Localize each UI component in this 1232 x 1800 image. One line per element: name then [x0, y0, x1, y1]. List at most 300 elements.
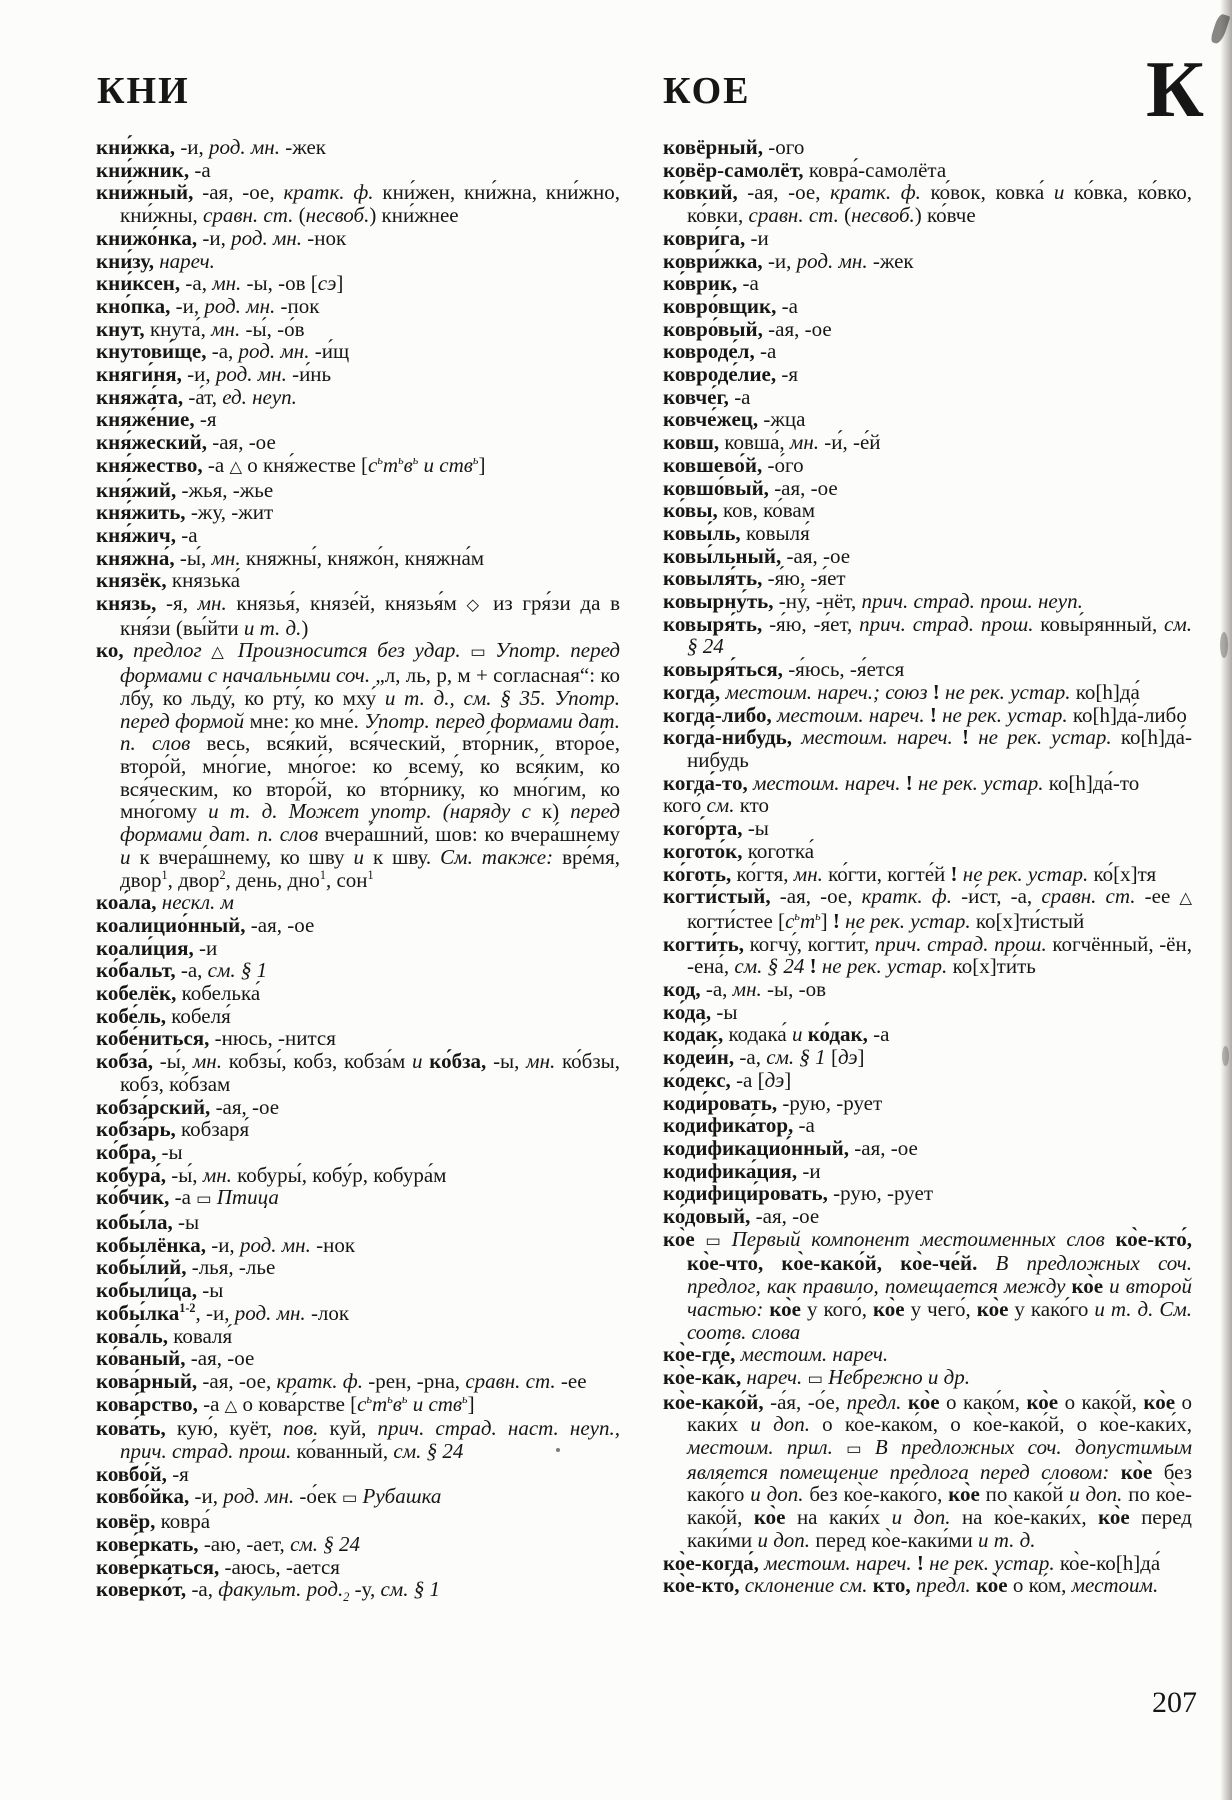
text-segment: ко́бза,: [422, 1049, 487, 1074]
text-segment: кодака́: [723, 1022, 792, 1047]
text-segment: князёк,: [96, 568, 167, 593]
dictionary-entry: [96, 1510, 620, 1533]
text-segment: -ая, -ое: [849, 1135, 918, 1160]
text-segment: кодифика́тор,: [663, 1113, 794, 1138]
text-segment: о кова́рстве [: [242, 1391, 358, 1416]
text-segment: Употр. перед формами дат. п. слов: [120, 708, 621, 756]
text-segment: и т. д.: [243, 615, 302, 640]
text-segment: ко̀е-когда́,: [663, 1550, 759, 1575]
text-segment: кратк. ф.: [283, 180, 374, 205]
text-segment: у чего́,: [904, 1296, 977, 1321]
text-segment: -ая, -ое: [206, 430, 276, 455]
text-segment: кня́жич,: [96, 522, 176, 547]
text-segment: кобзаря́: [175, 1117, 250, 1142]
text-segment: о како́м,: [939, 1389, 1027, 1414]
text-segment: ь: [398, 452, 404, 467]
dictionary-entry: [96, 318, 620, 341]
text-segment: книжо́нка,: [96, 225, 198, 250]
text-segment: ]: [784, 1067, 792, 1092]
text-segment: !: [952, 725, 979, 750]
text-segment: мн.: [212, 271, 242, 296]
text-segment: и доп.: [750, 1412, 810, 1437]
text-segment: (: [293, 203, 306, 228]
text-segment: ко̀е: [901, 1389, 940, 1414]
text-segment: Первый компонент местоименных слов: [731, 1226, 1105, 1251]
text-segment: ков, ко́вам: [717, 498, 815, 523]
text-segment: -ая, -ое,: [193, 180, 284, 205]
text-segment: -и́щ: [309, 339, 350, 364]
text-segment: -ы, -ов [: [241, 271, 318, 296]
dictionary-entry: [96, 1556, 620, 1579]
text-segment: ▭: [460, 642, 496, 662]
text-segment: кодификацио́нный,: [663, 1135, 849, 1160]
dictionary-entry: [663, 295, 1192, 318]
text-segment: когда́-либо,: [663, 702, 772, 727]
dictionary-entry: [663, 772, 1192, 795]
text-segment: кнут,: [96, 316, 145, 341]
text-segment: коври́га,: [663, 225, 746, 250]
dictionary-entry: [663, 250, 1192, 273]
text-segment: -и: [745, 225, 769, 250]
dictionary-entry: [663, 658, 1192, 681]
text-segment: без ко̀е-како́го,: [803, 1482, 949, 1507]
text-segment: 2: [343, 1590, 350, 1605]
text-segment: ь: [387, 1391, 393, 1406]
text-segment: -а: [202, 452, 225, 477]
dictionary-entry: [96, 982, 620, 1005]
text-segment: ко̀е: [763, 1296, 802, 1321]
text-segment: по ко̀е-како́й,: [687, 1482, 1193, 1530]
text-segment: кове́ркать,: [96, 1531, 199, 1556]
text-segment: -жца: [758, 407, 806, 432]
text-segment: род. мн.: [223, 1484, 295, 1509]
text-segment: и доп.: [750, 1482, 804, 1507]
text-segment: предлог: [123, 638, 202, 663]
text-segment: кто: [734, 793, 770, 818]
text-segment: ) ко́вче: [914, 203, 976, 228]
text-segment: к вчера́шнему, ко шву: [130, 844, 354, 869]
dictionary-entry: [663, 1137, 1192, 1160]
text-segment: -я́юсь, -я́ется: [782, 657, 905, 682]
scan-speck: [1222, 1046, 1229, 1066]
text-segment: ко́готь,: [663, 861, 732, 886]
text-segment: без како́го: [687, 1459, 1193, 1507]
text-segment: -а: [197, 1391, 220, 1416]
text-segment: кобза́,: [96, 1049, 154, 1074]
text-segment: местоим. нареч.: [735, 1342, 889, 1367]
text-segment: вре́мя, двор: [120, 844, 621, 892]
text-segment: у кого́,: [801, 1296, 873, 1321]
text-segment: -я: [776, 362, 799, 387]
text-segment: -нок: [310, 1232, 356, 1257]
text-segment: -ая, -ое,: [197, 1368, 277, 1393]
text-segment: не рек. устар.: [929, 1550, 1055, 1575]
text-segment: -и,: [197, 225, 232, 250]
text-segment: -а,: [700, 977, 733, 1002]
text-segment: с: [785, 908, 795, 933]
left-column: [96, 135, 621, 1605]
text-segment: ко̀е: [663, 1226, 695, 1251]
text-segment: княги́ня,: [96, 362, 182, 387]
text-segment: кова́ль,: [96, 1323, 168, 1348]
text-segment: см. § 24: [393, 1439, 464, 1464]
dictionary-entry: [663, 227, 1192, 250]
text-segment: ко́бзы, кобз, ко́бзам: [120, 1049, 620, 1096]
text-segment: -и,: [189, 1484, 224, 1509]
text-segment: -ее: [555, 1368, 587, 1393]
text-segment: -и,: [181, 362, 216, 387]
text-segment: -жу, -жит: [185, 500, 274, 525]
text-segment: род. мн.: [209, 135, 280, 159]
text-segment: -и́нь: [286, 362, 332, 387]
text-segment: когчу́, когти́т,: [743, 931, 875, 956]
text-segment: мн.: [197, 591, 227, 616]
text-segment: см. § 24: [687, 611, 1192, 659]
text-segment: ко̀е: [753, 1505, 786, 1530]
text-segment: -жек: [867, 248, 914, 273]
text-segment: из гря́зи да в кня́зи (вы́йти: [120, 591, 621, 640]
text-segment: когото́к,: [663, 838, 743, 863]
dictionary-entry: [663, 1160, 1192, 1183]
text-segment: о каки́х: [687, 1389, 1193, 1437]
dictionary-entry: [96, 1186, 620, 1211]
text-segment: кода́к,: [663, 1022, 724, 1047]
dictionary-entry: [663, 1343, 1192, 1366]
text-segment: -аюсь, -ается: [219, 1554, 340, 1579]
text-segment: ▭: [336, 1488, 363, 1508]
text-segment: кобы́лий,: [96, 1255, 187, 1280]
dictionary-entry: [663, 181, 1192, 226]
text-segment: ковша́,: [719, 430, 790, 455]
text-segment: с: [368, 452, 378, 477]
dictionary-entry: [96, 592, 620, 639]
text-segment: ко́врик,: [663, 271, 738, 296]
text-segment: кодифика́ция,: [663, 1158, 798, 1183]
text-segment: кобеля́: [166, 1003, 231, 1028]
dictionary-entry: [663, 1205, 1192, 1228]
text-segment: В предложных соч. предлог, как правило, помещается между: [687, 1251, 1192, 1299]
text-segment: Птица: [216, 1185, 279, 1210]
text-segment: о како́й,: [1058, 1389, 1144, 1414]
text-segment: -ы́,: [153, 1049, 193, 1074]
dictionary-entry: [663, 885, 1192, 932]
text-segment: предл.: [846, 1389, 902, 1414]
guide-word-right: КОЕ: [663, 70, 751, 112]
dictionary-entry: [96, 569, 620, 592]
text-segment: -ого: [763, 135, 805, 159]
text-segment: △: [224, 456, 248, 476]
text-segment: кого́рта,: [663, 816, 743, 841]
dictionary-entry: [663, 1366, 1192, 1391]
text-segment: род. мн.: [204, 293, 276, 318]
text-segment: кни́жный,: [96, 180, 194, 205]
text-segment: -и́, -е́й: [819, 430, 881, 455]
text-segment: в: [403, 452, 413, 477]
text-segment: кобы́лка: [96, 1300, 180, 1325]
text-segment: сравн. ст.: [203, 203, 294, 228]
text-segment: ковы́ль,: [663, 520, 741, 545]
text-segment: -о́ек: [294, 1484, 337, 1509]
text-segment: ко̀е-кто́, ко̀е-что́, ко̀е-како́й, ко̀е-че́й.: [687, 1226, 1193, 1276]
text-segment: -а,: [175, 958, 208, 983]
text-segment: перед каки́ми: [687, 1505, 1192, 1552]
text-segment: и ств: [407, 1391, 463, 1416]
text-segment: когти́стый,: [663, 884, 771, 909]
dictionary-entry: [96, 181, 620, 226]
scan-speck: [556, 1448, 560, 1452]
text-segment: вчера́шний, шов: ко вчера́шнему: [318, 822, 620, 847]
text-segment: -а: [867, 1022, 890, 1047]
text-segment: △: [201, 642, 238, 662]
text-segment: куй,: [318, 1416, 378, 1441]
text-segment: сравн. ст.: [748, 203, 839, 228]
text-segment: ко̀е: [1026, 1389, 1059, 1414]
text-segment: , -и,: [195, 1300, 235, 1325]
section-letter: К: [1146, 46, 1205, 134]
text-segment: к шву.: [364, 844, 441, 869]
text-segment: ь: [462, 1391, 468, 1406]
text-segment: местоим. нареч.; союз: [720, 679, 928, 704]
dictionary-entry: [96, 1485, 620, 1510]
text-segment: ко̀е-кто́,: [663, 1573, 740, 1598]
text-segment: ко́гти, когте́й: [822, 861, 946, 886]
text-segment: ]: [467, 1391, 475, 1416]
text-segment: ко́гтя,: [731, 861, 794, 886]
text-segment: ко̀е: [1109, 1459, 1153, 1484]
text-segment: -лья, -лье: [186, 1255, 276, 1280]
text-segment: -пок: [275, 293, 320, 318]
dictionary-entry: [663, 363, 1192, 386]
text-segment: -и,: [175, 135, 210, 159]
dictionary-entry: [663, 840, 1192, 863]
text-segment: род. мн.: [231, 225, 303, 250]
text-segment: по како́й: [979, 1482, 1070, 1507]
dictionary-entry: [663, 1391, 1192, 1552]
text-segment: ко́вок, ковка́: [920, 180, 1054, 205]
text-segment: перед формами дат. п. слов: [120, 799, 620, 847]
text-segment: не рек. устар.: [918, 770, 1044, 795]
text-segment: не рек. устар.: [978, 725, 1112, 750]
dictionary-entry: [96, 272, 620, 295]
text-segment: -ы́,: [165, 1162, 203, 1187]
text-segment: △: [219, 1395, 243, 1415]
text-segment: -а́я, -о́е,: [763, 1389, 847, 1414]
text-segment: -ы: [196, 1278, 224, 1303]
text-segment: кни́жен, кни́жна, кни́жно, кни́жны,: [120, 180, 620, 228]
dictionary-entry: [96, 1417, 620, 1462]
text-segment: ко̀е: [1143, 1389, 1176, 1414]
text-segment: -о́го: [762, 452, 804, 477]
text-segment: -я: [166, 1461, 189, 1486]
text-segment: кобура́,: [96, 1162, 166, 1187]
text-segment: мн.: [732, 977, 762, 1002]
text-segment: , день, дно: [225, 867, 320, 892]
text-segment: прич. страд. прош. неуп.: [861, 589, 1083, 614]
text-segment: князья́, князе́й, князья́м: [226, 591, 457, 616]
text-segment: !: [924, 702, 943, 727]
dictionary-entry: [96, 914, 620, 937]
text-segment: и доп.: [1069, 1482, 1123, 1507]
text-segment: ковче́г,: [663, 384, 729, 409]
text-segment: факульт. род.: [218, 1577, 344, 1602]
text-segment: ко[h]да́-нибудь: [687, 725, 1192, 772]
text-segment: кни́зу,: [96, 248, 154, 273]
text-segment: Небрежно и др.: [828, 1364, 971, 1389]
text-segment: кобза́рь,: [96, 1117, 176, 1142]
text-segment: ▭: [802, 1368, 829, 1388]
dictionary-entry: [96, 1211, 620, 1234]
dictionary-entry: [96, 1096, 620, 1119]
text-segment: -а: [737, 271, 759, 296]
text-segment: кобы́ла,: [96, 1210, 173, 1235]
text-segment: ковро́вый,: [663, 316, 763, 341]
dictionary-entry: [663, 408, 1192, 431]
text-segment: ед. неуп.: [222, 384, 297, 409]
text-segment: -ая, -ое: [185, 1346, 255, 1371]
dictionary-entry: [96, 1302, 620, 1325]
text-segment: Рубашка: [362, 1484, 442, 1509]
text-segment: склонение см.: [739, 1573, 868, 1598]
dictionary-entry: [663, 704, 1192, 727]
dictionary-entry: [663, 613, 1192, 658]
text-segment: ко́бальт,: [96, 958, 176, 983]
text-segment: ко̀е: [1065, 1274, 1104, 1299]
text-segment: ко[х]ти́стый: [970, 908, 1085, 933]
text-segment: и доп.: [891, 1505, 951, 1530]
text-segment: ]: [478, 452, 486, 477]
guide-word-left: КНИ: [97, 70, 190, 112]
text-segment: ковёр,: [96, 1509, 156, 1534]
dictionary-entry: [96, 1164, 620, 1187]
text-segment: -и,: [170, 293, 205, 318]
text-segment: -а [: [730, 1067, 765, 1092]
text-segment: -а: [793, 1113, 815, 1138]
dictionary-entry: [96, 524, 620, 547]
text-segment: род. мн.: [238, 339, 310, 364]
text-segment: кратк. ф.: [830, 180, 921, 205]
text-segment: -ая, -ое: [750, 1204, 820, 1229]
text-segment: на ко̀е-каки́х,: [950, 1505, 1099, 1530]
text-segment: кобзы́, кобз, кобза́м: [221, 1049, 413, 1074]
text-segment: ковырну́ть,: [663, 589, 774, 614]
dictionary-entry: [663, 1046, 1192, 1069]
text-segment: княжна́,: [96, 545, 175, 570]
right-column: [663, 136, 1192, 1597]
text-segment: коа́ла,: [96, 890, 157, 915]
text-segment: ко[х]ти́ть: [947, 954, 1036, 979]
text-segment: и: [412, 1049, 423, 1074]
dictionary-entry: [96, 1577, 620, 1605]
text-segment: !: [945, 861, 963, 886]
dictionary-entry: [96, 1234, 620, 1257]
text-segment: -ая, -ое: [768, 475, 838, 500]
text-segment: -ая, -ое: [210, 1094, 280, 1119]
text-segment: △: [1170, 888, 1192, 908]
text-segment: и доп.: [757, 1527, 811, 1552]
text-segment: -нюсь, -нится: [209, 1026, 336, 1051]
text-segment: ь: [377, 452, 383, 467]
text-segment: и т. д. См. соотв. слова: [687, 1296, 1192, 1344]
text-segment: см. § 24: [734, 954, 805, 979]
text-segment: кни́жка,: [96, 135, 176, 159]
text-segment: предл.: [910, 1573, 971, 1598]
text-segment: ковче́жец,: [663, 407, 759, 432]
text-segment: !: [927, 679, 946, 704]
text-segment: 1-2: [179, 1300, 196, 1315]
dictionary-entry: [96, 501, 620, 524]
text-segment: -ы́,: [174, 545, 212, 570]
text-segment: ▭: [694, 1230, 732, 1250]
text-segment: кове́ркаться,: [96, 1554, 220, 1579]
dictionary-entry: [663, 978, 1192, 1001]
text-segment: -ая, -ое: [245, 912, 315, 937]
text-segment: ко́бра,: [96, 1139, 157, 1164]
text-segment: -а,: [186, 1577, 219, 1602]
dictionary-entry: [663, 340, 1192, 363]
text-segment: ковёр-самолёт,: [663, 157, 804, 182]
text-segment: кня́жество,: [96, 452, 203, 477]
text-segment: -ая, -ое,: [737, 180, 831, 205]
dictionary-entry: [96, 386, 620, 409]
text-segment: кобуры́, кобу́р, кобура́м: [231, 1162, 447, 1187]
text-segment: коали́ция,: [96, 935, 194, 960]
text-segment: -и,: [205, 1232, 240, 1257]
text-segment: ко́да,: [663, 999, 712, 1024]
text-segment: несвоб.: [851, 203, 915, 228]
text-segment: -а,: [206, 339, 239, 364]
text-segment: ко̀е: [970, 1573, 1008, 1598]
text-segment: -а: [169, 1185, 191, 1210]
text-segment: и ств: [418, 452, 473, 477]
text-segment: ко̀е: [976, 1296, 1009, 1321]
dictionary-entry: [663, 817, 1192, 840]
text-segment: ковбо́йка,: [96, 1484, 190, 1509]
text-segment: -а: [776, 293, 798, 318]
text-segment: [: [825, 1045, 838, 1070]
text-segment: ко[h]да́-то: [1043, 770, 1140, 795]
dictionary-entry: [663, 1001, 1192, 1024]
text-segment: В предложных соч. допустимым является помещение предлога перед словом:: [687, 1435, 1192, 1484]
dictionary-entry: [96, 547, 620, 570]
text-segment: ковы́рянный,: [1033, 611, 1165, 636]
text-segment: и т. д. Может употр. (наряду с: [208, 799, 531, 824]
text-segment: ) кни́жнее: [369, 203, 459, 228]
dictionary-entry: [96, 1393, 620, 1418]
text-segment: ко́бчик,: [96, 1185, 170, 1210]
text-segment: ь: [794, 908, 800, 923]
dictionary-entry: [96, 891, 620, 914]
text-segment: мн.: [526, 1049, 556, 1074]
text-segment: когда́,: [663, 679, 721, 704]
text-segment: и: [120, 844, 131, 869]
text-segment: ко̀е: [948, 1482, 980, 1507]
text-segment: -ну́, -нёт,: [773, 589, 862, 614]
text-segment: княжа́та,: [96, 384, 184, 409]
text-segment: и т. д.: [977, 1527, 1036, 1552]
dictionary-entry: [96, 1256, 620, 1279]
text-segment: ): [301, 615, 309, 640]
text-segment: княжны́, княжо́н, княжна́м: [240, 545, 485, 570]
text-segment: ко̀е-ка́к,: [663, 1364, 742, 1389]
text-segment: мн.: [211, 545, 241, 570]
dictionary-entry: [663, 136, 1192, 159]
text-segment: ]: [820, 908, 828, 933]
text-segment: -я: [194, 407, 217, 432]
text-segment: кобелька́: [176, 981, 261, 1006]
text-segment: ко́дак,: [802, 1022, 868, 1047]
text-segment: -и: [797, 1158, 821, 1183]
text-segment: кова́рный,: [96, 1368, 198, 1393]
